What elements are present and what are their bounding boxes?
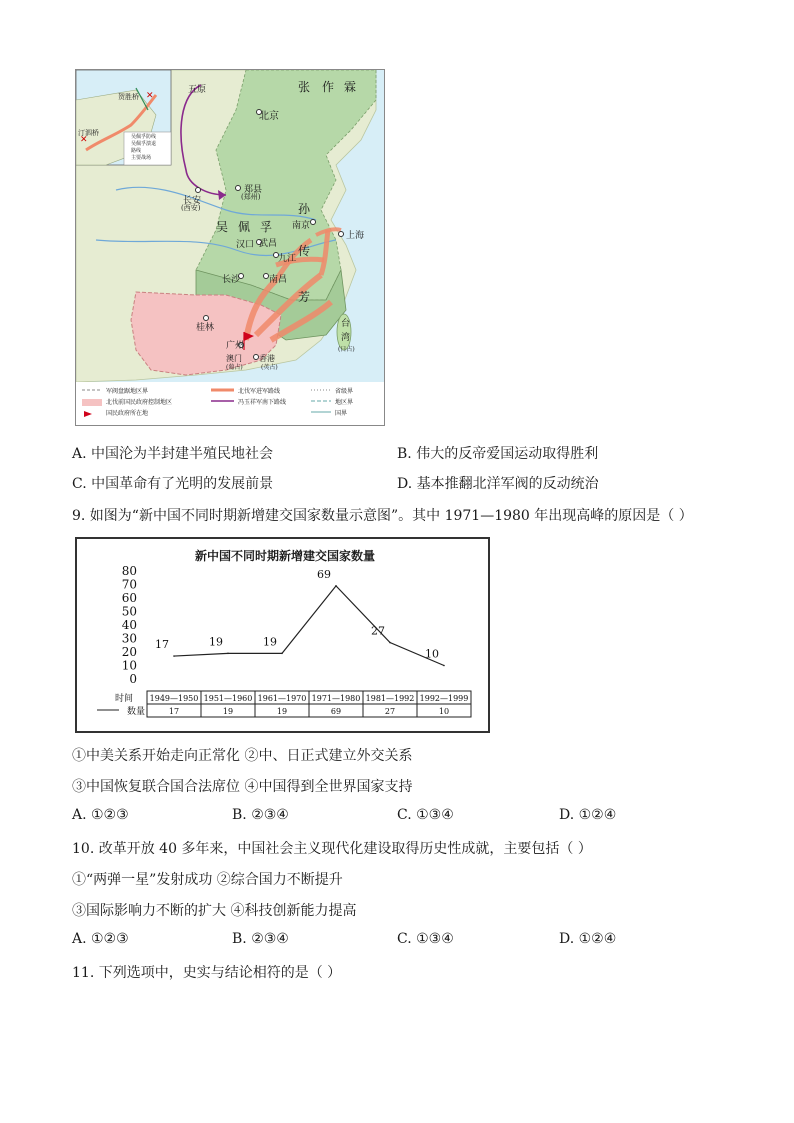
map-label: 张 xyxy=(298,80,313,94)
map-label: 澳门 xyxy=(226,354,242,363)
data-point xyxy=(281,653,283,655)
y-tick-label: 60 xyxy=(121,591,137,605)
inset-legend-item: 路线 xyxy=(131,148,142,154)
x-tick-label: 1949—1950 xyxy=(149,694,199,703)
x-tick-label: 1961—1970 xyxy=(257,694,307,703)
y-tick-label: 20 xyxy=(121,645,137,659)
inset-legend-item: 吴佩孚防线 xyxy=(131,134,157,140)
q10-option-a: A. ①②③ xyxy=(72,931,129,947)
q10-option-d: D. ①②④ xyxy=(559,931,617,947)
map-label: 佩 xyxy=(238,220,251,234)
map-label: 台 xyxy=(341,319,351,329)
northern-expedition-map xyxy=(75,69,385,426)
map-label: (葡占) xyxy=(226,364,243,371)
data-label: 69 xyxy=(317,567,331,581)
map-legend-item: 地区界 xyxy=(335,399,354,406)
city-dot xyxy=(236,186,241,191)
diplomacy-line-chart xyxy=(75,537,490,733)
inset-legend-item: 主要战场 xyxy=(131,155,152,161)
map-label: 长安 xyxy=(183,196,202,206)
map-label: 五原 xyxy=(188,85,207,95)
q9-stem: 9. 如图为“新中国不同时期新增建交国家数量示意图”。其中 1971—1980 年出现高峰的原因是（ ） xyxy=(72,508,693,524)
x-tick-label: 1971—1980 xyxy=(311,694,361,703)
q8-option-d: D. 基本推翻北洋军阀的反动统治 xyxy=(397,476,599,492)
map-label: 汉口 xyxy=(236,240,255,250)
q10-option-b: B. ②③④ xyxy=(232,931,289,947)
y-tick-label: 30 xyxy=(121,631,137,646)
y-tick-label: 0 xyxy=(129,672,137,686)
inset-legend-item: 吴佩孚溃退 xyxy=(131,141,157,147)
legend-swatch xyxy=(82,399,102,406)
legend-series-label: 数量 xyxy=(127,707,146,717)
y-tick-label: 10 xyxy=(121,658,137,673)
data-label: 27 xyxy=(371,624,385,638)
battle-mark: ✕ xyxy=(146,91,154,101)
table-value: 10 xyxy=(438,707,450,716)
table-value: 19 xyxy=(222,707,234,716)
map-label: 湾 xyxy=(341,333,351,343)
data-point xyxy=(389,642,391,644)
q10-option-c: C. ①③④ xyxy=(397,931,454,947)
map-legend-item: 北伐前国民政府控制地区 xyxy=(106,399,173,406)
map-label: (日占) xyxy=(338,346,355,353)
data-point xyxy=(335,585,337,587)
q8-option-c: C. 中国革命有了光明的发展前景 xyxy=(72,476,274,492)
map-label: (西安) xyxy=(181,204,201,212)
map-label: 孚 xyxy=(260,220,273,234)
map-label: 广州 xyxy=(226,341,245,351)
data-label: 17 xyxy=(155,638,169,652)
map-legend-item: 军阀盘踞地区界 xyxy=(106,388,149,395)
map-graphic xyxy=(76,70,384,425)
map-label: 南京 xyxy=(292,221,311,231)
x-tick-label: 1981—1992 xyxy=(365,694,415,703)
q8-option-b: B. 伟大的反帝爱国运动取得胜利 xyxy=(397,446,599,462)
map-label: 桂林 xyxy=(196,323,215,333)
map-label: 上海 xyxy=(346,231,365,241)
map-legend-item: 国民政府所在地 xyxy=(106,410,149,417)
table-value: 17 xyxy=(168,707,180,716)
series-line xyxy=(174,586,444,666)
map-label: 孙 xyxy=(298,202,311,216)
city-dot xyxy=(339,232,344,237)
x-tick-label: 1951—1960 xyxy=(203,694,253,703)
map-legend-item: 省级界 xyxy=(335,388,354,395)
map-label: 南昌 xyxy=(269,275,288,285)
chart-title: 新中国不同时期新增建交国家数量 xyxy=(195,549,376,563)
map-label: 长沙 xyxy=(222,275,241,285)
map-label: 贺胜桥 xyxy=(118,93,139,101)
map-label: 九江 xyxy=(278,254,297,264)
y-tick-label: 70 xyxy=(121,577,137,592)
table-value: 69 xyxy=(330,707,342,716)
chart-canvas xyxy=(77,539,488,731)
q9-option-c: C. ①③④ xyxy=(397,807,454,823)
map-label: 传 xyxy=(298,244,311,258)
data-label: 10 xyxy=(425,647,439,661)
q9-statements-2: ③中国恢复联合国合法席位 ④中国得到全世界国家支持 xyxy=(72,779,413,795)
map-legend-item: 国界 xyxy=(335,410,348,417)
data-point xyxy=(443,665,445,667)
battle-mark: ✕ xyxy=(80,135,88,145)
city-dot xyxy=(311,220,316,225)
map-label: 香港 xyxy=(259,354,275,363)
data-label: 19 xyxy=(263,635,277,649)
y-tick-label: 50 xyxy=(121,604,137,619)
table-value: 19 xyxy=(276,707,288,716)
map-label: 武昌 xyxy=(259,239,278,249)
x-tick-label: 1992—1999 xyxy=(419,694,469,703)
map-label: 汀泗桥 xyxy=(78,129,99,137)
map-label: (英占) xyxy=(261,364,278,371)
q9-option-b: B. ②③④ xyxy=(232,807,289,823)
data-point xyxy=(173,655,175,657)
q9-option-a: A. ①②③ xyxy=(72,807,129,823)
map-label: 郑县 xyxy=(244,185,263,195)
map-label: 吴 xyxy=(216,220,229,234)
q8-option-a: A. 中国沦为半封建半殖民地社会 xyxy=(72,446,274,462)
table-value: 27 xyxy=(384,707,396,716)
q10-stem: 10. 改革开放 40 多年来，中国社会主义现代化建设取得历史性成就，主要包括（ ） xyxy=(72,841,592,857)
map-legend-item: 冯玉祥军南下路线 xyxy=(238,399,287,406)
y-tick-label: 80 xyxy=(121,564,137,578)
city-dot xyxy=(254,355,259,360)
map-label: 芳 xyxy=(298,290,311,304)
map-label: (郑州) xyxy=(241,193,261,201)
table-header-label: 时间 xyxy=(115,694,134,704)
q9-option-d: D. ①②④ xyxy=(559,807,617,823)
map-legend-item: 北伐军进军路线 xyxy=(238,388,281,395)
q9-statements-1: ①中美关系开始走向正常化 ②中、日正式建立外交关系 xyxy=(72,748,413,764)
map-label: 霖 xyxy=(344,80,357,94)
map-label: 北京 xyxy=(259,111,279,122)
q11-stem: 11. 下列选项中，史实与结论相符的是（ ） xyxy=(72,965,342,981)
city-dot xyxy=(264,274,269,279)
city-dot xyxy=(196,188,201,193)
q10-statements-1: ①“两弹一星”发射成功 ②综合国力不断提升 xyxy=(72,872,343,888)
data-point xyxy=(227,653,229,655)
map-label: 作 xyxy=(322,80,335,94)
data-label: 19 xyxy=(209,635,223,649)
y-tick-label: 40 xyxy=(121,618,137,632)
q10-statements-2: ③国际影响力不断的扩大 ④科技创新能力提高 xyxy=(72,903,357,919)
